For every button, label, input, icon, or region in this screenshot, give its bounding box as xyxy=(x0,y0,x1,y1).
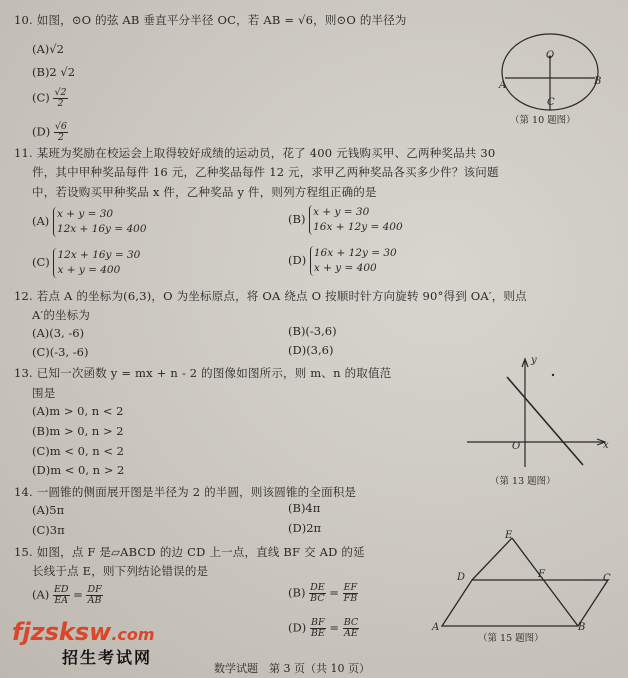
q13-option-a: (A)m > 0, n < 2 xyxy=(32,404,124,418)
q11-option-b xyxy=(288,205,403,235)
q12-option-d: (D)(3,6) xyxy=(288,343,334,357)
q13-label-y: y xyxy=(531,355,537,366)
q10-option-c xyxy=(32,88,68,109)
q15-option-b-left-fraction: $\frac{DE}{BC}$ xyxy=(310,582,325,604)
q15-option-a-left-fraction: $\frac{ED}{EA}$ xyxy=(53,584,69,606)
watermark-site-name: fjzsksw xyxy=(12,618,112,646)
q11-option-c-prefix: (C) xyxy=(32,255,50,269)
q11-option-a-prefix: (A) xyxy=(32,214,50,228)
q15-label-c: C xyxy=(603,573,611,584)
q13-label-x: x xyxy=(603,440,609,451)
q15-option-d: (D) $\frac{BF}{BE}$ = $\frac{BC}{AE}$ xyxy=(288,617,359,639)
q15-parallelogram-figure xyxy=(430,528,620,638)
q11-line-3: 中，若设购买甲种奖品 x 件，乙种奖品 y 件，则列方程组正确的是 xyxy=(32,185,377,199)
q12-line-2: A′的坐标为 xyxy=(32,308,91,322)
q15-option-b-right-fraction: $\frac{EF}{FB}$ xyxy=(343,582,358,604)
q11-option-b-prefix: (B) xyxy=(288,212,306,226)
q15-label-d: D xyxy=(457,572,466,583)
q11-option-a xyxy=(32,207,147,237)
q10-option-d xyxy=(32,122,68,143)
q10-option-c-prefix: (C) xyxy=(32,90,50,105)
watermark-slogan: 招生考试网 xyxy=(62,648,153,667)
q11-option-d xyxy=(288,246,397,276)
q14-line-1: 14. 一圆锥的侧面展开图是半径为 2 的半圆，则该圆锥的全面积是 xyxy=(14,485,357,499)
q10-caption: （第 10 题图） xyxy=(510,115,576,126)
q15-label-b: B xyxy=(578,622,586,633)
q13-caption: （第 13 题图） xyxy=(490,476,556,487)
q15-line-2: 长线于点 E，则下列结论错误的是 xyxy=(32,564,209,578)
q11-option-c-system: 12x + 16y = 30 x + y = 400 xyxy=(53,248,140,278)
q10-label-a: A xyxy=(499,80,507,91)
q14-option-a: (A)5π xyxy=(32,503,65,517)
q15-label-f: F xyxy=(538,569,545,580)
q10-option-a: (A)√2 xyxy=(32,42,64,56)
q10-option-b: (B)2 √2 xyxy=(32,65,76,79)
q13-label-o: O xyxy=(512,441,521,452)
q14-option-b: (B)4π xyxy=(288,501,321,515)
q11-option-d-system: 16x + 12y = 30 x + y = 400 xyxy=(310,246,397,276)
q13-line-2: 围是 xyxy=(32,386,56,400)
q15-label-a: A xyxy=(432,622,440,633)
q15-line-1: 15. 如图，点 F 是▱ABCD 的边 CD 上一点，直线 BF 交 AD 的延 xyxy=(14,545,365,559)
q15-caption: （第 15 题图） xyxy=(478,633,544,644)
q15-option-d-left-fraction: $\frac{BF}{BE}$ xyxy=(310,617,325,639)
q12-line-1: 12. 若点 A 的坐标为(6,3)，O 为坐标原点，将 OA 绕点 O 按顺时针方向旋转 90°得到 OA′，则点 xyxy=(14,289,527,303)
q10-stem: 10. 如图，⊙O 的弦 AB 垂直平分半径 OC，若 AB = √6，则⊙O 的半径为 xyxy=(14,13,407,27)
q10-option-d-prefix: (D) xyxy=(32,124,51,139)
q10-option-d-fraction: $\frac{√6}{2}$ xyxy=(54,121,67,143)
q13-option-b: (B)m > 0, n > 2 xyxy=(32,424,124,438)
q15-option-b-prefix: (B) xyxy=(288,585,306,600)
q13-line-1: 13. 已知一次函数 y = mx + n - 2 的图像如图所示，则 m、n 的取值范 xyxy=(14,366,392,380)
page-footer: 数学试题 第 3 页（共 10 页） xyxy=(214,662,370,675)
q11-line-2: 件，其中甲种奖品每件 16 元，乙种奖品每件 12 元，求甲乙两种奖品各买多少件？该问题 xyxy=(32,165,499,179)
q11-option-a-system: x + y = 30 12x + 16y = 400 xyxy=(53,207,147,237)
q14-option-c: (C)3π xyxy=(32,523,65,537)
q11-option-c xyxy=(32,248,140,278)
q15-option-b: (B) $\frac{DE}{BC}$ = $\frac{EF}{FB}$ xyxy=(288,582,358,604)
q12-option-c: (C)(-3, -6) xyxy=(32,345,89,359)
q10-label-c: C xyxy=(547,97,555,108)
q15-option-a-prefix: (A) xyxy=(32,587,50,602)
q13-option-d: (D)m < 0, n > 2 xyxy=(32,463,125,477)
q12-option-b: (B)(-3,6) xyxy=(288,324,337,338)
q10-label-o: O xyxy=(546,50,555,61)
q15-option-a: (A) $\frac{ED}{EA}$ = $\frac{DF}{AB}$ xyxy=(32,584,102,606)
q11-option-d-prefix: (D) xyxy=(288,253,307,267)
q15-option-a-right-fraction: $\frac{DF}{AB}$ xyxy=(87,584,102,606)
q14-option-d: (D)2π xyxy=(288,521,322,535)
q15-label-e: E xyxy=(505,530,513,541)
q11-option-b-system: x + y = 30 16x + 12y = 400 xyxy=(309,205,403,235)
q10-label-b: B xyxy=(594,76,602,87)
q11-line-1: 11. 某班为奖励在校运会上取得较好成绩的运动员，花了 400 元钱购买甲、乙两种奖品共 30 xyxy=(14,146,496,160)
q13-option-c: (C)m < 0, n < 2 xyxy=(32,444,124,458)
q15-option-d-right-fraction: $\frac{BC}{AE}$ xyxy=(343,617,359,639)
watermark-site-domain: .com xyxy=(111,625,155,644)
q12-option-a: (A)(3, -6) xyxy=(32,326,85,340)
q10-option-c-fraction: $\frac{√2}{2}$ xyxy=(54,87,67,109)
q13-graph-figure xyxy=(465,355,615,470)
q15-option-d-prefix: (D) xyxy=(288,620,307,635)
watermark-logo xyxy=(12,618,155,646)
